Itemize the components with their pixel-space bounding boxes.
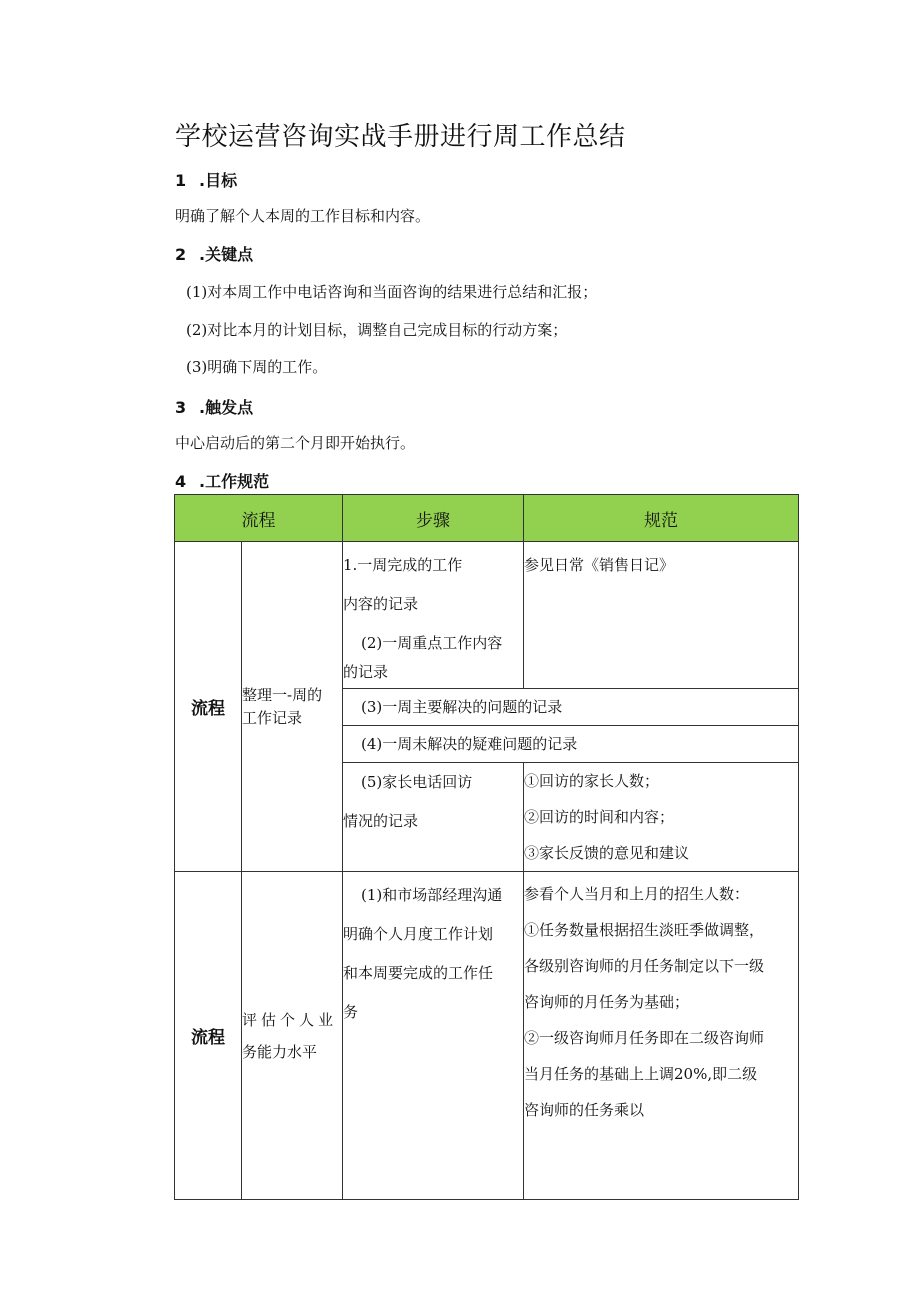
step-line: 情况的记录 [343,812,419,830]
header-process: 流程 [175,495,343,542]
step-line: (3)一周主要解决的问题的记录 [361,698,563,716]
spec-cell [524,872,799,1200]
subtitle-line: 务能力水平 [242,1042,318,1061]
section-heading-trigger [175,395,253,418]
page-title: 学校运营咨询实战手册进行周工作总结 [175,122,626,152]
step-line: (5)家长电话回访 [361,773,473,791]
spec-line: 咨询师的月任务为基础； [524,993,690,1011]
key-point-3: (3)明确下周的工作。 [186,358,328,376]
step-line: 和本周要完成的工作任 [343,964,494,982]
step-line: 的记录 [343,663,389,681]
spec-line: ①任务数量根据招生淡旺季做调整， [524,921,765,939]
spec-cell [524,542,799,689]
spec-line: 参看个人当月和上月的招生人数： [524,885,750,903]
section-heading-work-spec [175,469,269,492]
section-title: .工作规范 [199,472,270,491]
step-line: 务 [343,1003,359,1021]
section-heading-key-points [175,242,253,265]
table-row [175,542,799,689]
step-cell [343,726,799,763]
key-point-1: (1)对本周工作中电话咨询和当面咨询的结果进行总结和汇报； [186,283,598,301]
work-spec-table [174,494,799,1200]
subtitle-line: 评估个人业 [242,1010,338,1029]
spec-line: 咨询师的任务乘以 [524,1101,645,1119]
table-row [175,872,799,1200]
subtitle-line: 整理一-周的 [242,685,323,704]
section-title: .关键点 [199,245,254,264]
spec-line: ③家长反馈的意见和建议 [524,844,690,862]
section-title: .触发点 [199,398,254,417]
step-line: 明确个人月度工作计划 [343,925,494,943]
step-line: 内容的记录 [343,595,419,613]
header-spec: 规范 [524,495,799,542]
section-number: 2 [175,245,187,264]
section-heading-goal [175,168,237,191]
header-step: 步骤 [343,495,524,542]
step-line: 1.一周完成的工作 [343,556,463,574]
group-label: 流程 [175,872,242,1200]
goal-text: 明确了解个人本周的工作目标和内容。 [175,207,431,225]
step-cell [343,763,524,872]
section-number: 1 [175,171,187,190]
group-subtitle [242,542,343,872]
step-line: (2)一周重点工作内容 [361,634,503,652]
step-line: (1)和市场部经理沟通 [361,886,503,904]
spec-line: ②回访的时间和内容； [524,808,675,826]
step-cell [343,689,799,726]
section-number: 4 [175,472,187,491]
spec-line: 各级别咨询师的月任务制定以下一级 [524,957,765,975]
subtitle-line: 工作记录 [242,708,303,727]
section-number: 3 [175,398,187,417]
table-header-row [175,495,799,542]
trigger-text: 中心启动后的第二个月即开始执行。 [175,434,416,452]
spec-line: 当月任务的基础上上调20%,即二级 [524,1065,758,1083]
spec-line: 参见日常《销售日记》 [524,556,675,574]
spec-line: ①回访的家长人数； [524,772,660,790]
step-cell [343,872,524,1200]
key-point-2: (2)对比本月的计划目标，调整自己完成目标的行动方案； [186,321,568,339]
section-title: .目标 [199,171,238,190]
group-label: 流程 [175,542,242,872]
spec-line: ②一级咨询师月任务即在二级咨询师 [524,1029,765,1047]
spec-cell [524,763,799,872]
step-line: (4)一周未解决的疑难问题的记录 [361,735,578,753]
step-cell [343,542,524,689]
group-subtitle [242,872,343,1200]
